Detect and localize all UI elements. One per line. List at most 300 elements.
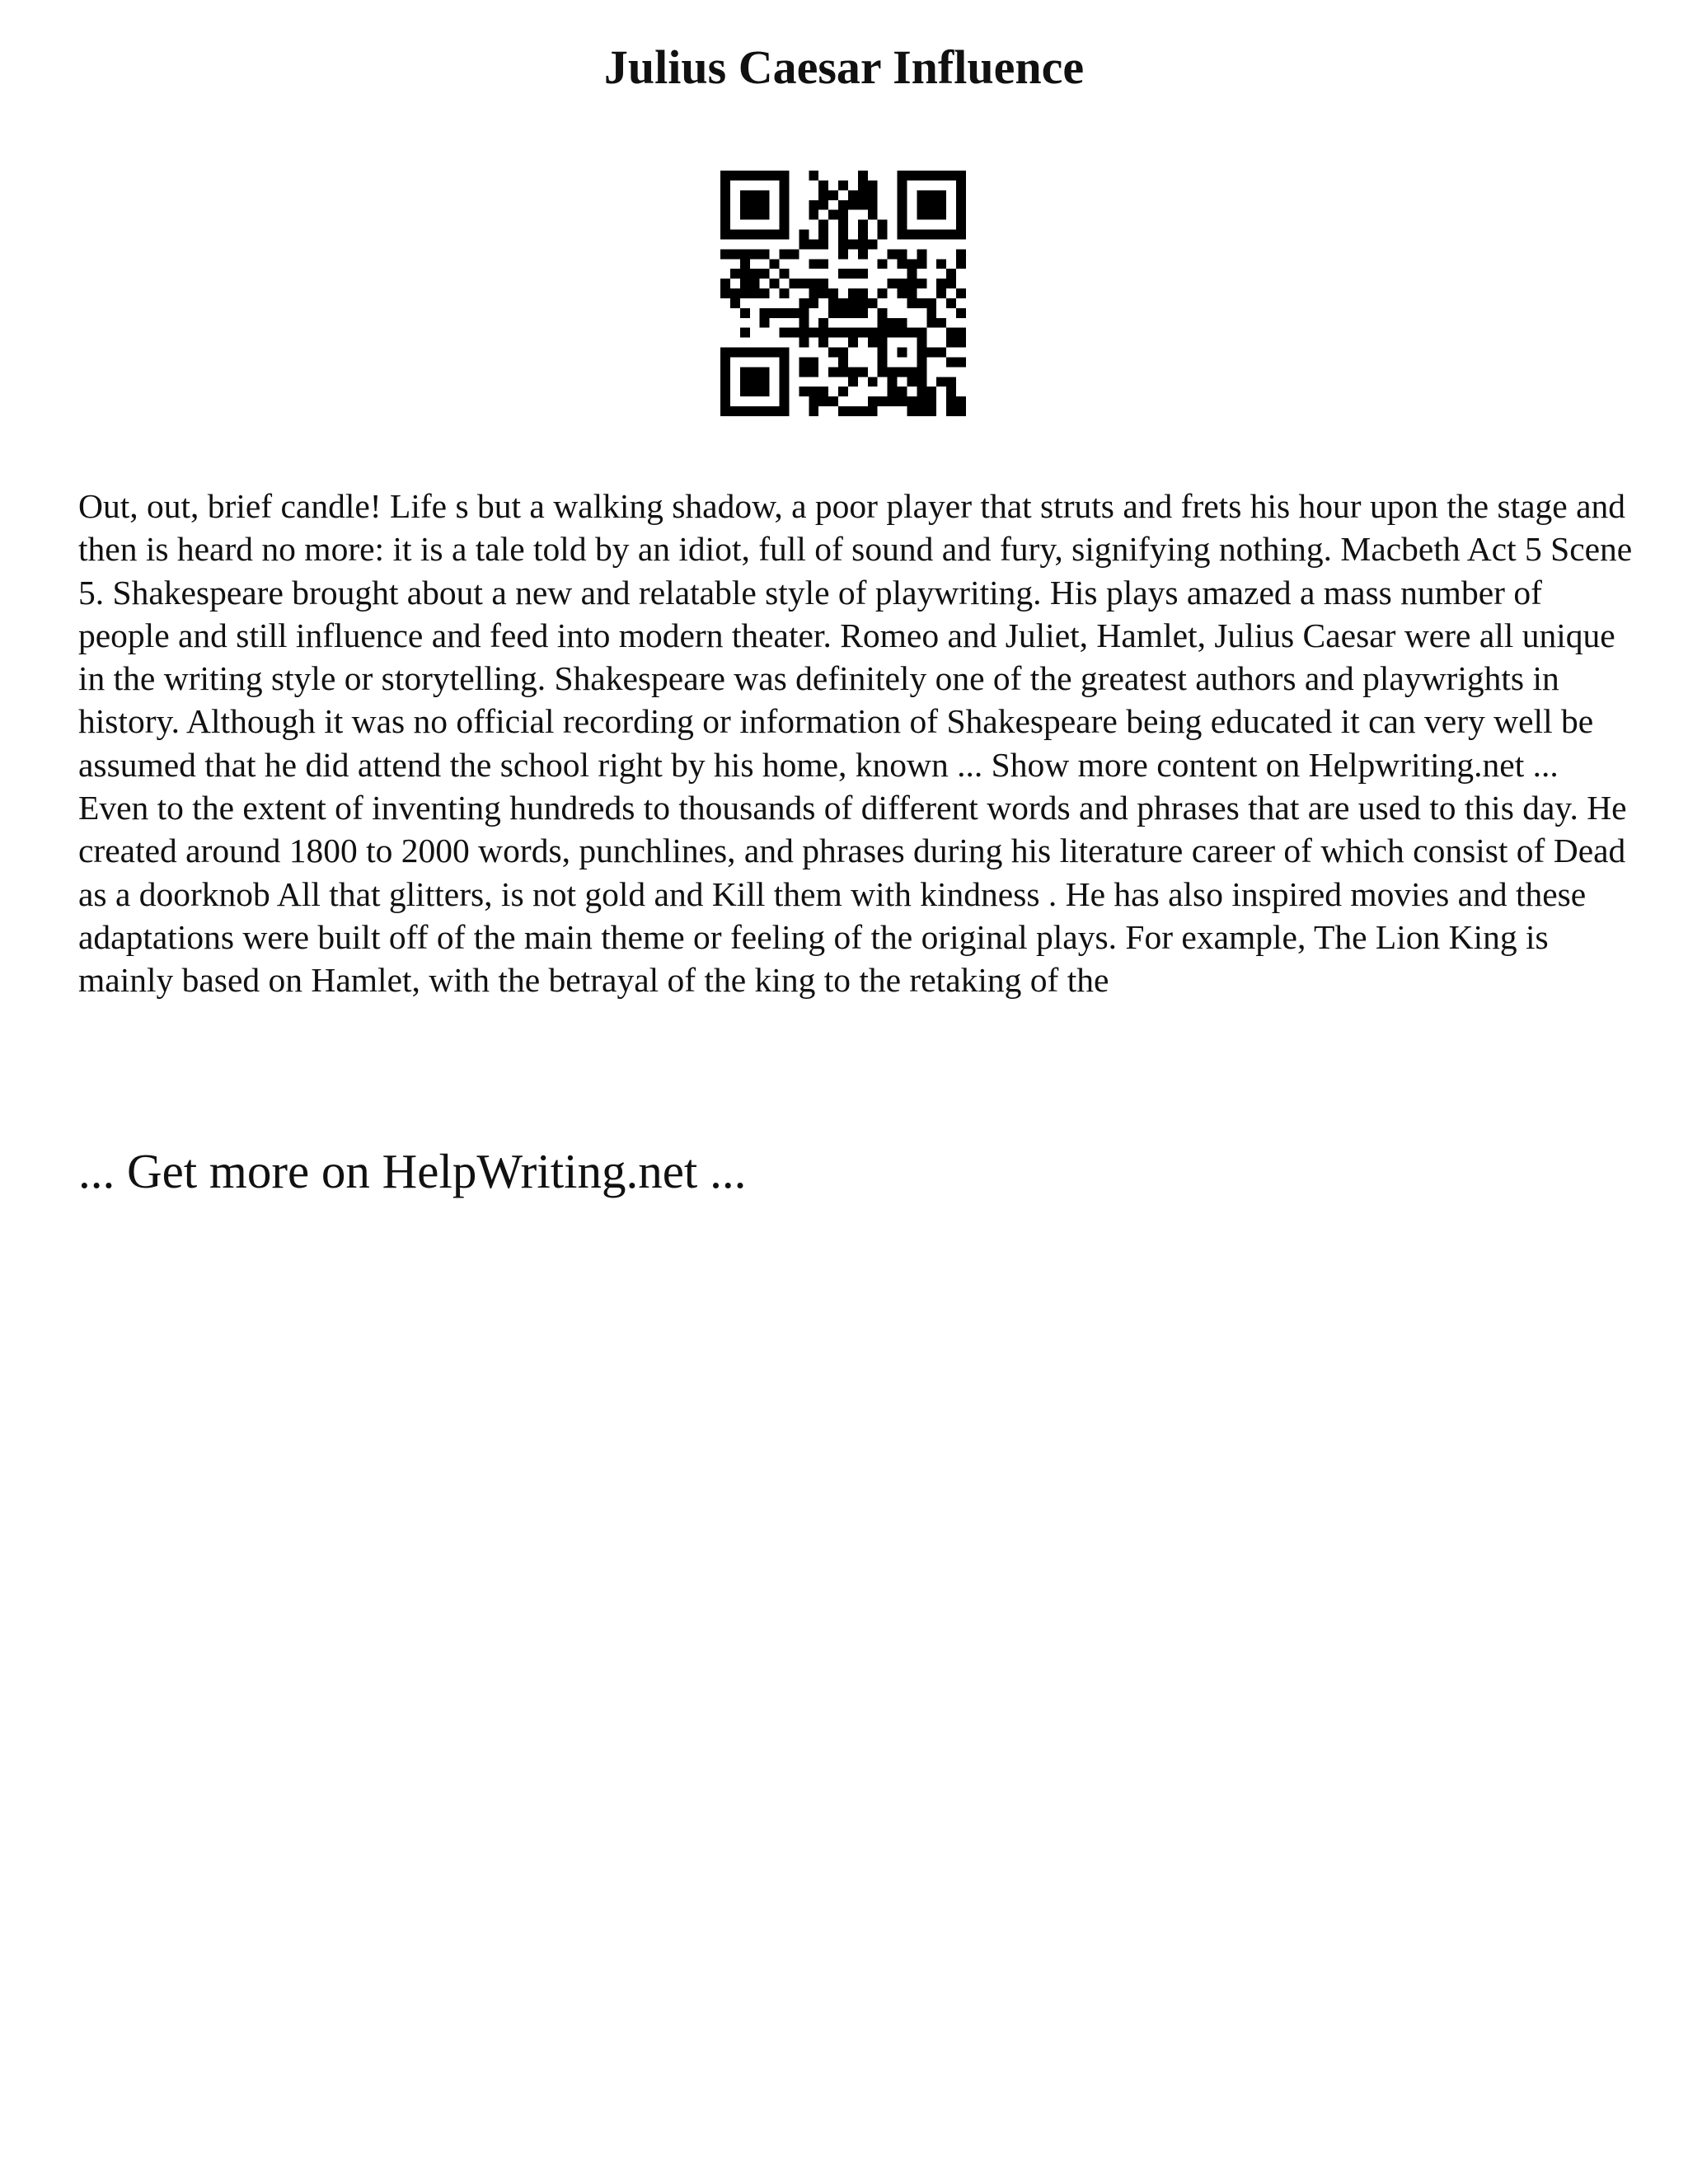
qr-module: [907, 367, 917, 377]
qr-module: [868, 190, 878, 200]
qr-module: [828, 328, 838, 338]
qr-module: [926, 318, 936, 328]
qr-module: [946, 406, 956, 416]
qr-module: [936, 279, 946, 288]
qr-module: [730, 406, 740, 416]
qr-module: [809, 357, 818, 367]
qr-module: [750, 348, 760, 358]
qr-module: [780, 180, 790, 190]
qr-module: [780, 200, 790, 210]
qr-module: [750, 269, 760, 279]
qr-module: [799, 338, 809, 348]
qr-module: [780, 396, 790, 406]
qr-module: [818, 288, 828, 298]
qr-module: [720, 210, 730, 220]
qr-module: [809, 396, 818, 406]
get-more-link[interactable]: ... Get more on HelpWriting.net ...: [78, 1144, 747, 1198]
qr-module: [946, 171, 956, 180]
qr-module: [740, 210, 750, 220]
qr-module: [818, 190, 828, 200]
qr-module: [720, 348, 730, 358]
qr-module: [868, 239, 878, 249]
qr-module: [946, 298, 956, 308]
qr-module: [926, 210, 936, 220]
qr-module: [720, 377, 730, 387]
qr-code-icon[interactable]: [720, 171, 966, 416]
qr-module: [740, 200, 750, 210]
qr-module: [848, 377, 858, 387]
qr-module: [868, 328, 878, 338]
qr-module: [809, 328, 818, 338]
qr-module: [828, 190, 838, 200]
qr-module: [828, 308, 838, 318]
qr-module: [740, 259, 750, 269]
qr-module: [917, 357, 926, 367]
qr-module: [898, 210, 907, 220]
qr-module: [878, 308, 888, 318]
qr-module: [898, 220, 907, 230]
qr-module: [926, 200, 936, 210]
qr-module: [956, 249, 966, 259]
qr-module: [936, 210, 946, 220]
qr-module: [888, 377, 898, 387]
qr-module: [799, 308, 809, 318]
qr-module: [838, 230, 848, 240]
qr-module: [809, 239, 818, 249]
qr-module: [936, 348, 946, 358]
qr-module: [878, 348, 888, 358]
qr-module: [898, 367, 907, 377]
qr-module: [740, 377, 750, 387]
qr-module: [936, 171, 946, 180]
qr-module: [917, 328, 926, 338]
qr-module: [888, 387, 898, 396]
qr-module: [878, 318, 888, 328]
qr-module: [848, 269, 858, 279]
qr-module: [720, 171, 730, 180]
qr-module: [936, 259, 946, 269]
qr-module: [936, 200, 946, 210]
qr-module: [848, 406, 858, 416]
qr-module: [858, 230, 868, 240]
qr-module: [838, 180, 848, 190]
qr-module: [956, 171, 966, 180]
qr-module: [878, 230, 888, 240]
qr-module: [780, 190, 790, 200]
qr-module: [720, 387, 730, 396]
qr-module: [760, 190, 770, 200]
qr-module: [907, 406, 917, 416]
qr-module: [838, 367, 848, 377]
qr-module: [898, 230, 907, 240]
qr-module: [898, 200, 907, 210]
qr-module: [917, 406, 926, 416]
qr-module: [760, 387, 770, 396]
qr-module: [917, 377, 926, 387]
qr-module: [799, 230, 809, 240]
qr-module: [789, 328, 799, 338]
qr-module: [848, 288, 858, 298]
qr-module: [818, 396, 828, 406]
qr-module: [760, 249, 770, 259]
qr-module: [888, 279, 898, 288]
qr-module: [858, 220, 868, 230]
qr-module: [907, 396, 917, 406]
qr-module: [740, 328, 750, 338]
qr-module: [926, 171, 936, 180]
qr-module: [780, 377, 790, 387]
qr-module: [750, 288, 760, 298]
qr-module: [858, 200, 868, 210]
qr-module: [750, 230, 760, 240]
qr-module: [828, 348, 838, 358]
qr-module: [838, 406, 848, 416]
qr-module: [858, 171, 868, 180]
qr-module: [926, 298, 936, 308]
qr-module: [868, 200, 878, 210]
qr-module: [818, 279, 828, 288]
qr-module: [740, 190, 750, 200]
qr-module: [858, 239, 868, 249]
qr-module: [878, 220, 888, 230]
qr-module: [809, 210, 818, 220]
qr-module: [858, 269, 868, 279]
qr-module: [720, 279, 730, 288]
qr-module: [878, 367, 888, 377]
qr-module: [720, 180, 730, 190]
qr-module: [760, 318, 770, 328]
qr-module: [760, 308, 770, 318]
qr-module: [818, 200, 828, 210]
qr-module: [809, 367, 818, 377]
qr-module: [858, 298, 868, 308]
qr-module: [770, 259, 780, 269]
qr-module: [926, 396, 936, 406]
qr-module: [740, 406, 750, 416]
qr-module: [740, 288, 750, 298]
qr-module: [750, 200, 760, 210]
qr-module: [848, 328, 858, 338]
qr-module: [956, 357, 966, 367]
qr-module: [789, 249, 799, 259]
qr-module: [898, 180, 907, 190]
qr-module: [760, 200, 770, 210]
qr-module: [838, 387, 848, 396]
qr-module: [898, 259, 907, 269]
qr-module: [956, 338, 966, 348]
qr-module: [809, 200, 818, 210]
qr-module: [956, 230, 966, 240]
paragraph-1: Out, out, brief candle! Life s but a walking shadow, a poor player that struts and frets his hour upon the stage and then is heard no more: it is a tale told by an idiot, full of sound and fury, signifying nothing. Macbeth Act 5 Scene 5. Shakespeare brought about a new and relatable style of playwriting. His plays amazed a mass number of people and still influence and feed into modern theater. Romeo and Juliet, Hamlet, Julius Caesar were all unique in the writing style or storytelling. Shakespeare was definitely one of the greatest authors and playwrights in history. Although it was no official recording or information of Shakespeare being educated it can very well be assumed that he did attend the school right by his home, known ... Show more content on Helpwriting.net ...: [78, 487, 1633, 784]
qr-module: [868, 396, 878, 406]
qr-module: [750, 406, 760, 416]
qr-module: [818, 328, 828, 338]
qr-module: [946, 377, 956, 387]
qr-module: [926, 406, 936, 416]
qr-module: [936, 318, 946, 328]
qr-module: [917, 367, 926, 377]
qr-module: [730, 298, 740, 308]
qr-module: [888, 367, 898, 377]
qr-module: [898, 318, 907, 328]
qr-module: [936, 190, 946, 200]
qr-module: [809, 288, 818, 298]
qr-module: [720, 200, 730, 210]
qr-module: [799, 239, 809, 249]
qr-module: [907, 328, 917, 338]
qr-module: [946, 230, 956, 240]
qr-module: [946, 357, 956, 367]
qr-module: [780, 230, 790, 240]
qr-module: [809, 298, 818, 308]
qr-module: [828, 396, 838, 406]
qr-module: [809, 279, 818, 288]
qr-module: [917, 230, 926, 240]
qr-module: [878, 338, 888, 348]
qr-module: [720, 190, 730, 200]
qr-module: [789, 308, 799, 318]
qr-module: [720, 249, 730, 259]
qr-module: [956, 190, 966, 200]
qr-module: [818, 318, 828, 328]
qr-module: [868, 210, 878, 220]
qr-module: [730, 348, 740, 358]
qr-module: [750, 367, 760, 377]
qr-module: [917, 190, 926, 200]
qr-module: [740, 249, 750, 259]
qr-module: [898, 348, 907, 358]
qr-module: [858, 308, 868, 318]
qr-module: [898, 328, 907, 338]
qr-module: [898, 396, 907, 406]
qr-module: [838, 200, 848, 210]
qr-module: [907, 279, 917, 288]
qr-module: [898, 171, 907, 180]
qr-module: [946, 338, 956, 348]
qr-module: [838, 308, 848, 318]
qr-module: [799, 298, 809, 308]
qr-module: [818, 180, 828, 190]
qr-module: [907, 259, 917, 269]
qr-module: [878, 396, 888, 406]
qr-module: [809, 171, 818, 180]
qr-module: [956, 210, 966, 220]
qr-module: [917, 259, 926, 269]
qr-module: [956, 288, 966, 298]
qr-module: [936, 230, 946, 240]
qr-module: [770, 230, 780, 240]
qr-module: [720, 230, 730, 240]
qr-module: [848, 200, 858, 210]
qr-module: [838, 249, 848, 259]
qr-module: [809, 406, 818, 416]
qr-module: [730, 269, 740, 279]
qr-module: [878, 328, 888, 338]
qr-module: [799, 387, 809, 396]
qr-module: [740, 387, 750, 396]
qr-module: [780, 357, 790, 367]
qr-module: [898, 387, 907, 396]
qr-module: [720, 357, 730, 367]
qr-module: [780, 367, 790, 377]
qr-module: [956, 396, 966, 406]
qr-module: [750, 210, 760, 220]
qr-module: [868, 377, 878, 387]
qr-module: [799, 328, 809, 338]
qr-module: [799, 367, 809, 377]
qr-module: [740, 367, 750, 377]
qr-module: [926, 308, 936, 318]
qr-module: [848, 367, 858, 377]
qr-module: [760, 348, 770, 358]
qr-module: [878, 288, 888, 298]
qr-module: [907, 230, 917, 240]
qr-module: [780, 249, 790, 259]
qr-module: [828, 367, 838, 377]
qr-module: [770, 279, 780, 288]
qr-module: [770, 308, 780, 318]
qr-module: [838, 328, 848, 338]
qr-module: [818, 230, 828, 240]
qr-module: [956, 259, 966, 269]
qr-module: [838, 220, 848, 230]
qr-module: [838, 298, 848, 308]
qr-module: [926, 190, 936, 200]
qr-module: [956, 308, 966, 318]
qr-module: [818, 259, 828, 269]
qr-module: [838, 357, 848, 367]
qr-module: [780, 308, 790, 318]
page-title: Julius Caesar Influence: [603, 40, 1085, 94]
qr-module: [828, 288, 838, 298]
qr-module: [828, 210, 838, 220]
qr-module: [858, 406, 868, 416]
qr-module: [917, 210, 926, 220]
qr-module: [720, 288, 730, 298]
qr-module: [878, 259, 888, 269]
qr-module: [888, 318, 898, 328]
qr-module: [956, 180, 966, 190]
qr-module: [946, 387, 956, 396]
qr-module: [848, 338, 858, 348]
qr-module: [760, 406, 770, 416]
qr-module: [720, 367, 730, 377]
qr-module: [740, 230, 750, 240]
qr-module: [898, 288, 907, 298]
qr-module: [760, 230, 770, 240]
qr-module: [818, 338, 828, 348]
qr-module: [780, 387, 790, 396]
qr-module: [956, 406, 966, 416]
qr-module: [917, 200, 926, 210]
qr-module: [760, 171, 770, 180]
qr-module: [809, 259, 818, 269]
qr-module: [858, 288, 868, 298]
qr-module: [750, 249, 760, 259]
qr-module: [740, 279, 750, 288]
qr-module: [740, 171, 750, 180]
qr-module: [750, 190, 760, 200]
qr-module: [780, 220, 790, 230]
qr-module: [720, 406, 730, 416]
qr-module: [898, 190, 907, 200]
qr-module: [926, 387, 936, 396]
qr-module: [799, 318, 809, 328]
qr-module: [868, 180, 878, 190]
qr-module: [770, 171, 780, 180]
qr-module: [956, 328, 966, 338]
qr-module: [898, 249, 907, 259]
qr-module: [760, 269, 770, 279]
qr-module: [907, 171, 917, 180]
qr-module: [868, 338, 878, 348]
qr-module: [780, 171, 790, 180]
qr-module: [917, 279, 926, 288]
qr-module: [818, 387, 828, 396]
qr-module: [858, 367, 868, 377]
qr-module: [799, 357, 809, 367]
qr-module: [917, 249, 926, 259]
qr-module: [946, 269, 956, 279]
qr-module: [740, 348, 750, 358]
qr-module: [956, 220, 966, 230]
qr-module: [750, 171, 760, 180]
qr-module: [848, 308, 858, 318]
qr-module: [799, 279, 809, 288]
qr-module: [868, 406, 878, 416]
qr-module: [780, 288, 790, 298]
qr-module: [858, 180, 868, 190]
qr-module: [760, 210, 770, 220]
qr-module: [760, 377, 770, 387]
qr-module: [750, 279, 760, 288]
qr-module: [917, 348, 926, 358]
qr-module: [838, 239, 848, 249]
qr-module: [848, 298, 858, 308]
qr-module: [760, 288, 770, 298]
qr-module: [917, 171, 926, 180]
qr-module: [809, 387, 818, 396]
qr-module: [770, 348, 780, 358]
qr-module: [730, 249, 740, 259]
qr-module: [946, 396, 956, 406]
qr-module: [926, 230, 936, 240]
qr-module: [750, 387, 760, 396]
qr-module: [907, 288, 917, 298]
qr-module: [956, 200, 966, 210]
qr-module: [868, 298, 878, 308]
qr-module: [907, 269, 917, 279]
qr-module: [936, 288, 946, 298]
qr-module: [888, 249, 898, 259]
qr-module: [730, 230, 740, 240]
qr-module: [848, 239, 858, 249]
qr-module: [780, 406, 790, 416]
qr-module: [818, 220, 828, 230]
qr-module: [780, 328, 790, 338]
qr-module: [936, 377, 946, 387]
qr-module: [878, 357, 888, 367]
paragraph-2: Even to the extent of inventing hundreds to thousands of different words and phrases that are used to this day. He created around 1800 to 2000 words, punchlines, and phrases during his literature career of which consist of Dead as a doorknob All that glitters, is not gold and Kill them with kindness . He has also inspired movies and these adaptations were built off of the main theme or feeling of the original plays. For example, The Lion King is mainly based on Hamlet, with the betrayal of the king to the retaking of the: [78, 789, 1627, 1000]
qr-module: [946, 328, 956, 338]
qr-module: [780, 348, 790, 358]
qr-module: [858, 249, 868, 259]
qr-module: [780, 210, 790, 220]
qr-module: [898, 279, 907, 288]
qr-module: [838, 269, 848, 279]
qr-module: [888, 328, 898, 338]
qr-module: [818, 239, 828, 249]
